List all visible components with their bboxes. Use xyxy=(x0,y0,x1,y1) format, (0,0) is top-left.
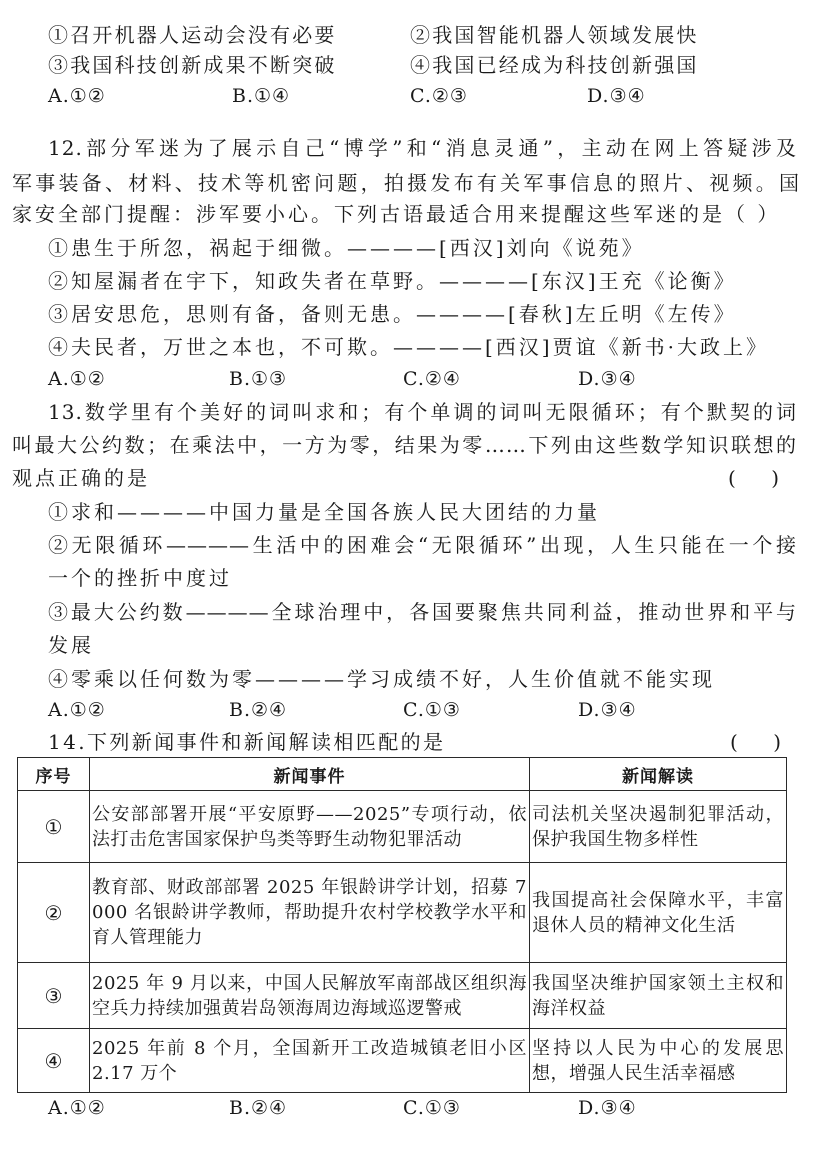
news-interpretation-cell xyxy=(530,791,787,863)
news-interpretation-text: 坚持以人民为中心的发展思想，增强人民生活幸福感 xyxy=(532,1037,784,1084)
q14-answer-bracket: ( ) xyxy=(730,730,784,754)
news-event-text: 教育部、财政部部署 2025 年银龄讲学计划，招募 7 000 名银龄讲学教师，帮助提升农村学校教学水平和育人管理能力 xyxy=(92,877,527,948)
q13-statement-1: ①求和————中国力量是全国各族人民大团结的力量 xyxy=(48,500,600,524)
row-number-cell: ④ xyxy=(18,1029,90,1093)
q13-stem-line: 观点正确的是 xyxy=(12,466,150,490)
q14-option-d: D.③④ xyxy=(578,1097,637,1119)
q13-answer-bracket: ( ) xyxy=(728,466,782,490)
q13-option-c: C.①③ xyxy=(403,699,461,721)
row-number-cell: ② xyxy=(18,863,90,963)
q14-option-c: C.①③ xyxy=(403,1097,461,1119)
q11-option-a: A.①② xyxy=(48,85,106,107)
news-event-text: 2025 年 9 月以来，中国人民解放军南部战区组织海空兵力持续加强黄岩岛领海周边海域巡逻警戒 xyxy=(92,972,527,1019)
table-row xyxy=(18,791,787,863)
q12-stem-line: 家安全部门提醒：涉军要小心。下列古语最适合用来提醒这些军迷的是（ ） xyxy=(12,202,781,226)
table-row xyxy=(18,863,787,963)
q11-option-d: D.③④ xyxy=(587,85,646,107)
q12-option-c: C.②④ xyxy=(403,368,461,390)
q12-stem-line: 军事装备、材料、技术等机密问题，拍摄发布有关军事信息的照片、视频。国 xyxy=(12,171,800,195)
news-event-cell xyxy=(90,963,530,1029)
q14-option-a: A.①② xyxy=(48,1097,106,1119)
q13-option-d: D.③④ xyxy=(578,699,637,721)
q11-option-c: C.②③ xyxy=(410,85,468,107)
q12-option-a: A.①② xyxy=(48,368,106,390)
q13-statement-2-continued: 一个的挫折中度过 xyxy=(48,566,232,590)
q12-option-d: D.③④ xyxy=(578,368,637,390)
table-row xyxy=(18,963,787,1029)
q14-stem: 14.下列新闻事件和新闻解读相匹配的是 xyxy=(48,730,446,754)
q12-statement-1: ①患生于所忽，祸起于细微。————[西汉]刘向《说苑》 xyxy=(48,236,645,260)
q11-statement-2: ②我国智能机器人领域发展快 xyxy=(410,23,699,47)
news-interpretation-cell xyxy=(530,963,787,1029)
q12-statement-3: ③居安思危，思则有备，备则无患。————[春秋]左丘明《左传》 xyxy=(48,302,737,326)
q11-statement-1: ①召开机器人运动会没有必要 xyxy=(48,23,337,47)
news-interpretation-text: 我国坚决维护国家领土主权和海洋权益 xyxy=(532,972,784,1019)
q13-stem-line: 叫最大公约数；在乘法中，一方为零，结果为零……下列由这些数学知识联想的 xyxy=(12,433,797,457)
header-news-interpretation: 新闻解读 xyxy=(530,758,787,791)
header-number: 序号 xyxy=(18,758,90,791)
q13-stem-line: 13.数学里有个美好的词叫求和；有个单调的词叫无限循环；有个默契的词 xyxy=(48,400,797,424)
header-news-event: 新闻事件 xyxy=(90,758,530,791)
news-event-cell xyxy=(90,863,530,963)
news-interpretation-cell xyxy=(530,863,787,963)
q13-option-a: A.①② xyxy=(48,699,106,721)
news-event-cell xyxy=(90,1029,530,1093)
q13-statement-2: ②无限循环————生活中的困难会“无限循环”出现，人生只能在一个接 xyxy=(48,533,797,557)
q12-statement-4: ④夫民者，万世之本也，不可欺。————[西汉]贾谊《新书·大政上》 xyxy=(48,335,769,359)
row-number-cell: ③ xyxy=(18,963,90,1029)
table-header-row xyxy=(18,758,787,791)
news-event-text: 2025 年前 8 个月，全国新开工改造城镇老旧小区 2.17 万个 xyxy=(92,1037,527,1084)
news-table xyxy=(17,757,787,1093)
q11-statement-4: ④我国已经成为科技创新强国 xyxy=(410,53,699,77)
q13-statement-3-continued: 发展 xyxy=(48,633,94,657)
q12-statement-2: ②知屋漏者在宇下，知政失者在草野。————[东汉]王充《论衡》 xyxy=(48,269,737,293)
q13-statement-3: ③最大公约数————全球治理中，各国要聚焦共同利益，推动世界和平与 xyxy=(48,600,797,624)
q11-statement-3: ③我国科技创新成果不断突破 xyxy=(48,53,337,77)
q14-option-b: B.②④ xyxy=(229,1097,288,1119)
q12-option-b: B.①③ xyxy=(229,368,288,390)
q11-option-b: B.①④ xyxy=(232,85,291,107)
news-interpretation-text: 司法机关坚决遏制犯罪活动，保护我国生物多样性 xyxy=(532,803,784,850)
row-number-cell: ① xyxy=(18,791,90,863)
news-interpretation-cell xyxy=(530,1029,787,1093)
q12-stem-line: 12.部分军迷为了展示自己“博学”和“消息灵通”，主动在网上答疑涉及 xyxy=(48,136,797,160)
q13-statement-4: ④零乘以任何数为零————学习成绩不好，人生价值就不能实现 xyxy=(48,667,715,691)
news-event-cell xyxy=(90,791,530,863)
news-event-text: 公安部部署开展“平安原野——2025”专项行动，依法打击危害国家保护鸟类等野生动物犯罪活动 xyxy=(92,803,527,850)
news-interpretation-text: 我国提高社会保障水平，丰富退休人员的精神文化生活 xyxy=(532,889,784,936)
q13-option-b: B.②④ xyxy=(229,699,288,721)
table-row xyxy=(18,1029,787,1093)
